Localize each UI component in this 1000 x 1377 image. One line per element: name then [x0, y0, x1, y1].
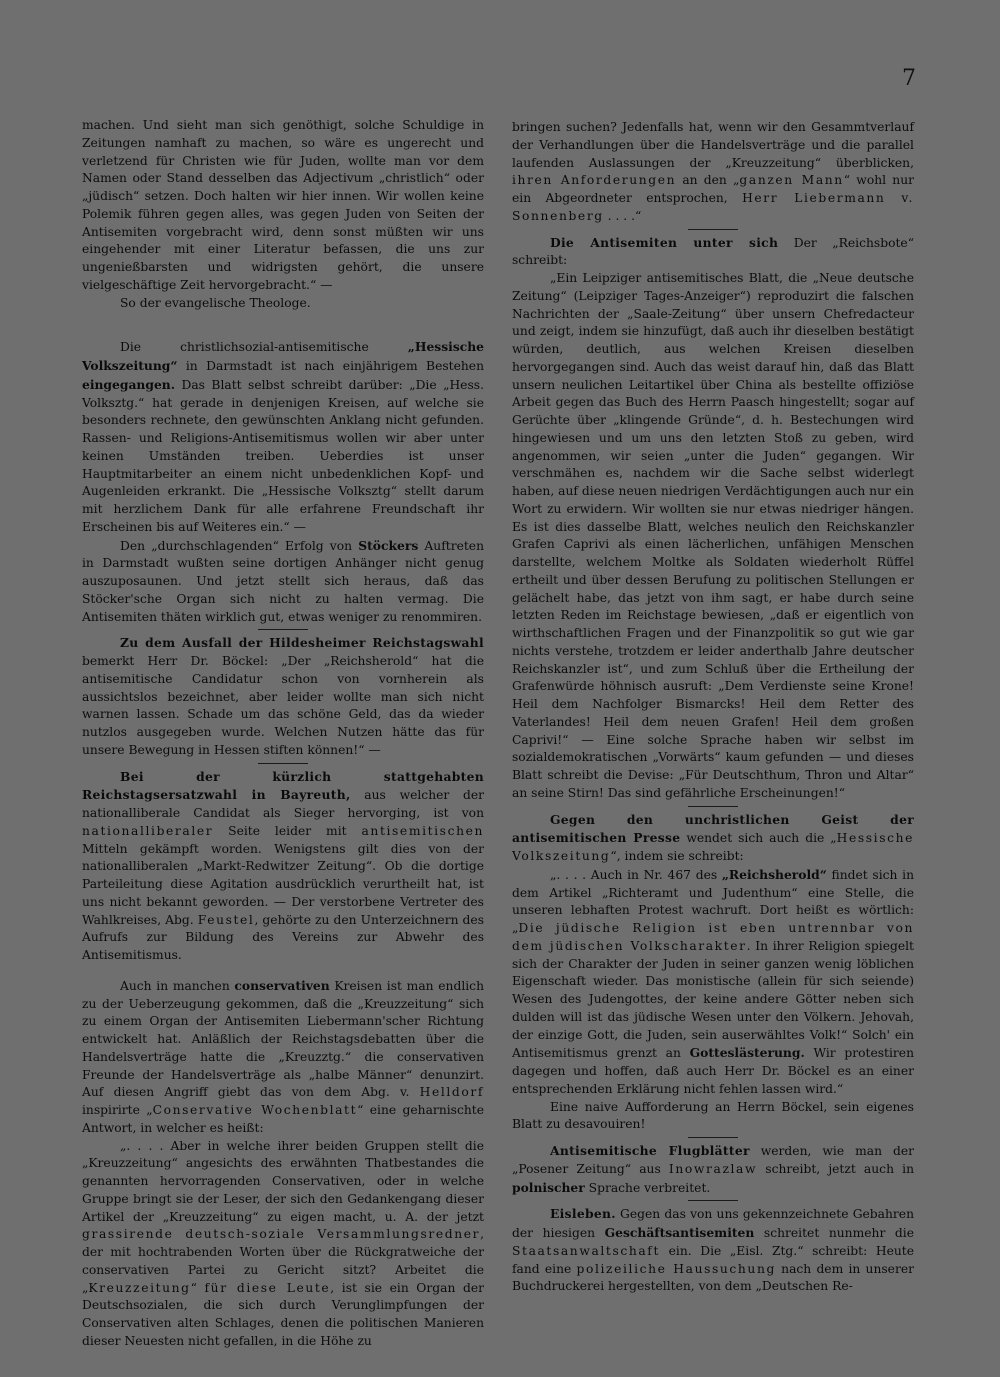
text: “ wohl nur ein Abgeordneter entsprochen, [512, 173, 914, 205]
section-heading: Bei der kürzlich stattgehabten Reichstagsersatzwahl in Bayreuth, [82, 768, 484, 803]
spaced-text: Helldorf [419, 1085, 484, 1100]
text: “ eine geharnischte Antwort, in welcher es heißt: [82, 1103, 485, 1135]
paragraph: So der evangelische Theologe. [120, 295, 311, 310]
paragraph: Eine naive Aufforderung an Herrn Böckel, sein eigenes Blatt zu desavouiren! [512, 1099, 914, 1132]
bold-text: „Reichsherold“ [721, 866, 827, 882]
text: an den „ [676, 173, 740, 188]
spaced-text: Conservative Wochenblatt [152, 1103, 358, 1117]
article-hessische-volkszeitung [82, 338, 484, 536]
text: aus welcher der nationalliberale Candidat als Sieger hervorging, ist von [82, 788, 485, 820]
section-divider [258, 629, 308, 630]
text: inspirirte „ [82, 1103, 153, 1117]
text: Seite leider mit [213, 823, 362, 838]
article-hildesheim [82, 634, 484, 759]
text: Die christlichsozial-antisemitische [120, 340, 408, 355]
text: Auftreten in Darmstadt wußten seine dortigen Anhänger nicht genug auszuposaunen. Und jetzt stellt sich heraus, daß das Stöcker'sche Organ sich nicht zu halten vermag. Die Antisemiten thäten wirklich gut, etwas weniger zu renommiren. [82, 538, 484, 624]
article-flugblaetter [512, 1142, 914, 1197]
section-divider [688, 806, 738, 807]
text: „. . . . Auch in Nr. 467 des [550, 867, 722, 882]
spaced-text: ihren Anforderungen [512, 173, 677, 188]
section-heading: Zu dem Ausfall der Hildesheimer Reichstagswahl [120, 635, 484, 651]
paragraph: machen. Und sieht man sich genöthigt, solche Schuldige in Zeitungen namhaft zu machen, so wäre es ungerecht und verletzend für Christen wie für Juden, wollte man vor dem Namen oder Stand desselben das Adjectivum „christlich“ oder „jüdisch“ setzen. Doch halten wir hier innen. Wir wollen keine Polemik führen gegen alles, was gegen Juden von Seiten der Antisemiten vorgebracht wird, denn sonst müßten wir uns eingehender mit einer Literatur befassen, die uns zur ungenießbarsten und widrigsten gehört, die unsere vielgeschäftige Zeit hervorgebracht.“ — [82, 118, 484, 292]
text: Sprache verbreitet. [584, 1180, 711, 1195]
section-heading: Antisemitische Flugblätter [550, 1143, 750, 1158]
article-antisemiten-unter-sich [512, 234, 914, 271]
text: „. . . . Aber in welche ihrer beiden Gruppen stellt die „Kreuzzeitung“ angesichts des erwähnten Thatbestandes die genannten hervorragenden Conservativen, oder in welche Gruppe bringt sie der Leser, der sich den Gedankengang dieser Artikel der „Kreuzzeitung“ zu eigen macht, u. A. der jetzt [82, 1138, 484, 1224]
bold-text: conservativen [234, 977, 330, 993]
article-eisleben [512, 1205, 914, 1296]
text: Gegen das von uns gekennzeichnete Gebahren der hiesigen [512, 1207, 914, 1240]
text: “, indem sie schreibt: [610, 849, 744, 863]
bold-text: Geschäftsantisemiten [604, 1225, 755, 1240]
text: schreibt, jetzt auch in [757, 1161, 914, 1176]
text: bemerkt Herr Dr. Böckel: „Der „Reichsherold“ hat die antisemitische Candidatur schon von vornherein als aussichtslos bezeichnet, aber leider wollte man sich nicht warnen lassen. Schade um das schöne Geld, das da wieder nutzlos ausgegeben wurde. Welchen Nutzen hätte das für unsere Bewegung in Hessen stiften können!“ — [82, 654, 484, 757]
spaced-text: Inowrazlaw [668, 1161, 758, 1176]
section-divider [688, 229, 738, 230]
spaced-text: nationalliberaler [82, 823, 214, 838]
spaced-text: Die jüdische Religion ist eben untrennbar von dem jüdischen Volkscharakter [512, 921, 914, 953]
quotation [512, 866, 914, 1099]
spaced-text: für diese Leute [204, 1280, 331, 1295]
bold-name: Stöckers [358, 537, 419, 553]
article-kreuzzeitung [82, 977, 484, 1138]
spaced-text: Feustel [197, 912, 255, 927]
text: Auch in manchen [120, 978, 235, 993]
bold-text: Gotteslästerung. [689, 1045, 805, 1061]
text: Wir protestiren dagegen und hoffen, daß auch Herr Dr. Böckel es an einer entsprechenden Erklärung nicht fehlen lassen wird.“ [512, 1046, 914, 1096]
right-column [512, 119, 914, 1296]
left-column [82, 117, 484, 1351]
article-unchristlicher-geist [512, 811, 914, 866]
spaced-text: Herr Liebermann v. Sonnenberg [512, 191, 914, 223]
text: “ [190, 1280, 205, 1295]
section-heading: Die Antisemiten unter sich [550, 234, 779, 250]
quotation: „Ein Leipziger antisemitisches Blatt, die „Neue deutsche Zeitung“ (Leipziger Tages-Anzeiger“) reproduzirt die falschen Nachrichten der „Saale-Zeitung“ über unsern Chefredacteur und zeigt, indem sie hinzufügt, daß auch ihr dieselben bestätigt würden, deutlich, aus welchen Kreisen dieselben hervorgegangen sind. Auch das weist darauf hin, daß das Blatt unsern neulichen Leitartikel über China als bestellte offiziöse Arbeit gegen das Buch des Herrn Paasch hingestellt; sogar auf Gerüchte über „klingende Gründe“, d. h. Bestechungen wird hingewiesen und um uns den letzten Stoß zu geben, wird angenommen, wir seien „unter die Juden“ gegangen. Wir verschmähen es, nachdem wir die Sache selbst widerlegt haben, auf diese neuen niedrigen Verdächtigungen auch nur ein Wort zu erwidern. Wir wollten sie nur etwas niedriger hängen. Es ist dies dasselbe Blatt, welches neulich den Reichskanzler Grafen Caprivi als einen lächerlichen, unfähigen Menschen darstellte, welchem Moltke als Soldaten wiederholt Rüffel ertheilt und über dessen Berufung zu politischen Stellungen er gelächelt habe, das jetzt von ihm sagt, er habe durch seine letzten Reden im Reichstage bewiesen, „daß er eigentlich von wirthschaftlichen Fragen und der Finanzpolitik so gut wie gar nichts verstehe, trotzdem er leider anderthalb Jahre deutscher Reichskanzler ist“, und zum Schluß über die Ertheilung der Grafenwürde höhnisch ausruft: „Dem Verdienste seine Krone! Heil dem Nachfolger Bismarcks! Heil dem Retter des Vaterlandes! Heil dem neuen Grafen! Heil dem großen Caprivi!“ — Eine solche Sprache haben wir selbst im sozialdemokratischen „Vorwärts“ kaum gefunden — und dieses Blatt schreibt die Devise: „Für Deutschthum, Thron und Altar“ an seine Stirn! Das sind gefährliche Erscheinungen!“ [512, 271, 914, 800]
section-heading: Gegen den unchristlichen Geist der antisemitischen Presse [512, 811, 914, 846]
text: schreitet nunmehr die [754, 1226, 914, 1240]
text: wendet sich auch die „ [680, 831, 837, 846]
spaced-text: grassirende deutsch-soziale Versammlungsredner [82, 1227, 481, 1242]
text: , ist sie ein Organ der Deutschsozialen, die sich durch Verunglimpfungen der Conservativen alten Schlages, denen die politischen Manieren dieser Neuesten nicht gefallen, in die Höhe zu [82, 1280, 484, 1348]
text: nach dem in unserer Buchdruckerei hergestellten, von dem „Deutschen Re- [512, 1261, 914, 1294]
spaced-text: antisemitischen [361, 823, 484, 838]
newspaper-name: „Hessische Volkszeitung“ [82, 339, 484, 373]
page-number: 7 [902, 66, 916, 91]
spaced-text: ganzen Mann [739, 173, 844, 188]
bold-text: polnischer [512, 1179, 585, 1195]
section-divider [688, 1200, 738, 1201]
text: . In ihrer Religion spiegelt sich der Charakter der Juden in seiner ganzen wenig löblichen Eigenschaft wieder. Das monistische (allein für sich seiende) Wesen des Judengottes, der keine andere Götter neben sich dulden will ist das jüdische Wesen unter den Völkern. Jehovah, der einzige Gott, die Juden, sein auserwähltes Volk!“ Solch' ein Antisemitismus grenzt an [512, 938, 915, 1061]
text: Mitteln gekämpft worden. Wenigstens gilt dies von der nationalliberalen „Markt-Redwitzer Zeitung“. Ob die dortige Parteileitung diese Agitation ausdrücklich verurtheilt hat, ist uns nicht bekannt geworden. — Der verstorbene Vertreter des Wahlkreises, Abg. [82, 841, 484, 927]
text: Den „durchschlagenden“ Erfolg von [120, 538, 359, 553]
paragraph [512, 119, 914, 226]
text: findet sich in dem Artikel „Richteramt und Judenthum“ eine Stelle, die unseren lebhaften Protest wachruft. Dort heißt es wörtlich: „ [512, 867, 914, 935]
text: bringen suchen? Jedenfalls hat, wenn wir den Gesammtverlauf der Verhandlungen über die Handelsverträge und die parallel laufenden Auslassungen der „Kreuzzeitung“ überblicken, [512, 120, 914, 170]
text: werden, wie man der „Posener Zeitung“ aus [512, 1144, 914, 1176]
text: . . . .“ [603, 208, 642, 223]
article-bayreuth [82, 768, 484, 965]
text: , der mit hochtrabenden Worten über die Rückgratweiche der conservativen Partei zu Gericht sitzt? Arbeitet die „ [82, 1227, 484, 1295]
bold-text: eingegangen. [82, 376, 176, 392]
spaced-text: Hessische Volkszeitung [512, 831, 914, 863]
text: Kreisen ist man endlich zu der Ueberzeugung gekommen, daß die „Kreuzzeitung“ sich zu einem Organ der Antisemiten Liebermann'scher Richtung entwickelt hat. Anläßlich der Reichstagsdebatten über die Handelsverträge hatte die „Kreuzztg.“ die conservativen Freunde der Handelsverträge als „halbe Männer“ denunzirt. Auf diesen Angriff giebt das von dem Abg. v. [82, 978, 484, 1100]
spaced-text: Kreuzzeitung [88, 1280, 191, 1295]
spaced-text: polizeiliche Haussuchung [576, 1261, 776, 1276]
section-heading: Eisleben. [550, 1206, 616, 1222]
spaced-text: Staatsanwaltschaft [512, 1243, 661, 1258]
section-divider [688, 1137, 738, 1138]
paragraph [82, 537, 484, 627]
quotation [82, 1138, 484, 1351]
text: in Darmstadt ist nach einjährigem Bestehen [177, 359, 484, 373]
text: Der „Reichsbote“ schreibt: [512, 235, 914, 268]
section-divider [258, 763, 308, 764]
text: ein. Die „Eisl. Ztg.“ schreibt: Heute fand eine [512, 1243, 914, 1276]
text: , gehörte zu den Unterzeichnern des Aufrufs zur Bildung des Vereins zur Abwehr des Antisemitismus. [82, 912, 485, 962]
text: Das Blatt selbst schreibt darüber: „Die „Hess. Volksztg.“ hat gerade in denjenigen Kreisen, auf welche sie besonders rechnete, den gewünschten Anklang nicht gefunden. Rassen- und Religions-Antisemitismus wollen wir aber unter keinen Umständen treiben. Ueberdies ist unser Hauptmitarbeiter an einem nicht unbedenklichen Kopf- und Augenleiden erkrankt. Die „Hessische Volksztg“ stellt darum mit herzlichem Dank für alle erfahrene Freundschaft ihr Erscheinen bis auf Weiteres ein.“ — [82, 377, 484, 534]
